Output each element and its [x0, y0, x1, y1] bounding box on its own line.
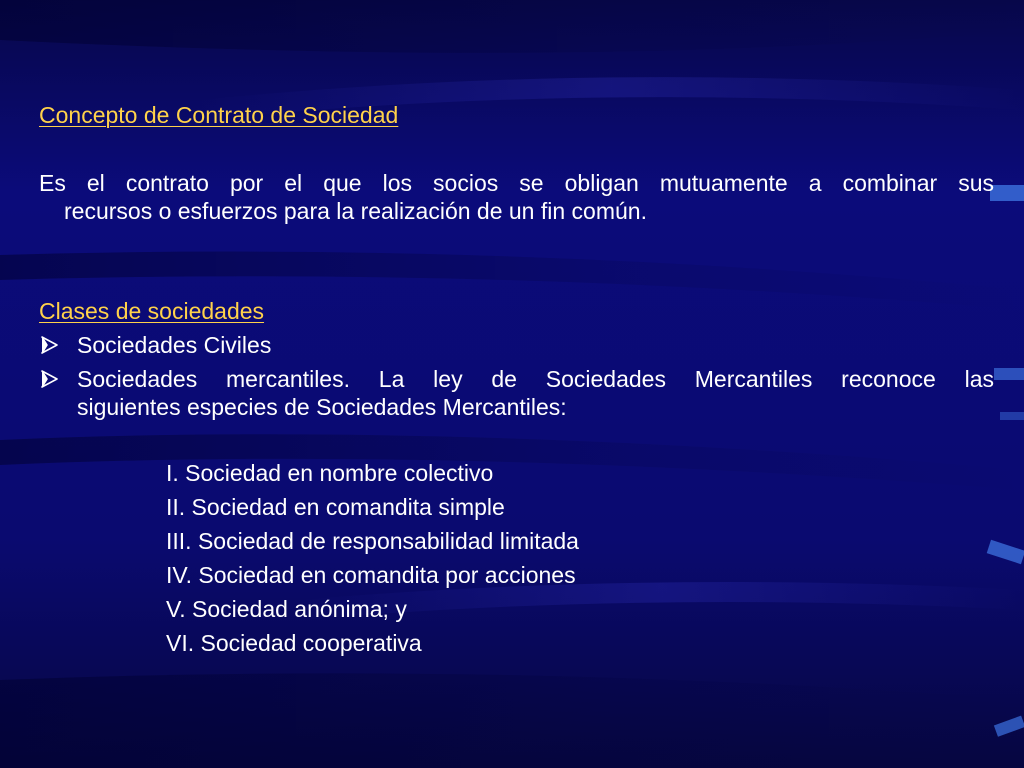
species-item: IV. Sociedad en comandita por acciones — [166, 562, 576, 588]
species-item: I. Sociedad en nombre colectivo — [166, 460, 494, 486]
classes-heading: Clases de sociedades — [39, 298, 265, 324]
definition-line-2: recursos o esfuerzos para la realización de un fin común. — [64, 198, 647, 224]
species-item: II. Sociedad en comandita simple — [166, 494, 505, 520]
species-item: III. Sociedad de responsabilidad limitada — [166, 528, 579, 554]
concept-heading: Concepto de Contrato de Sociedad — [39, 102, 399, 128]
bullet-text: Sociedades Civiles — [77, 332, 272, 358]
arrowhead-bullet-icon — [39, 365, 63, 393]
arrowhead-bullet-icon — [39, 331, 63, 359]
bullet-text-line-1: Sociedades mercantiles. La ley de Sociedades Mercantiles reconoce las — [77, 366, 994, 392]
species-item: V. Sociedad anónima; y — [166, 596, 407, 622]
definition-paragraph — [39, 169, 994, 225]
definition-line-1: Es el contrato por el que los socios se obligan mutuamente a combinar sus — [39, 170, 994, 196]
species-item: VI. Sociedad cooperativa — [166, 630, 422, 656]
bullet-text-line-2: siguientes especies de Sociedades Mercantiles: — [77, 394, 567, 420]
bullet-item — [39, 365, 994, 421]
bullet-item — [39, 331, 994, 359]
